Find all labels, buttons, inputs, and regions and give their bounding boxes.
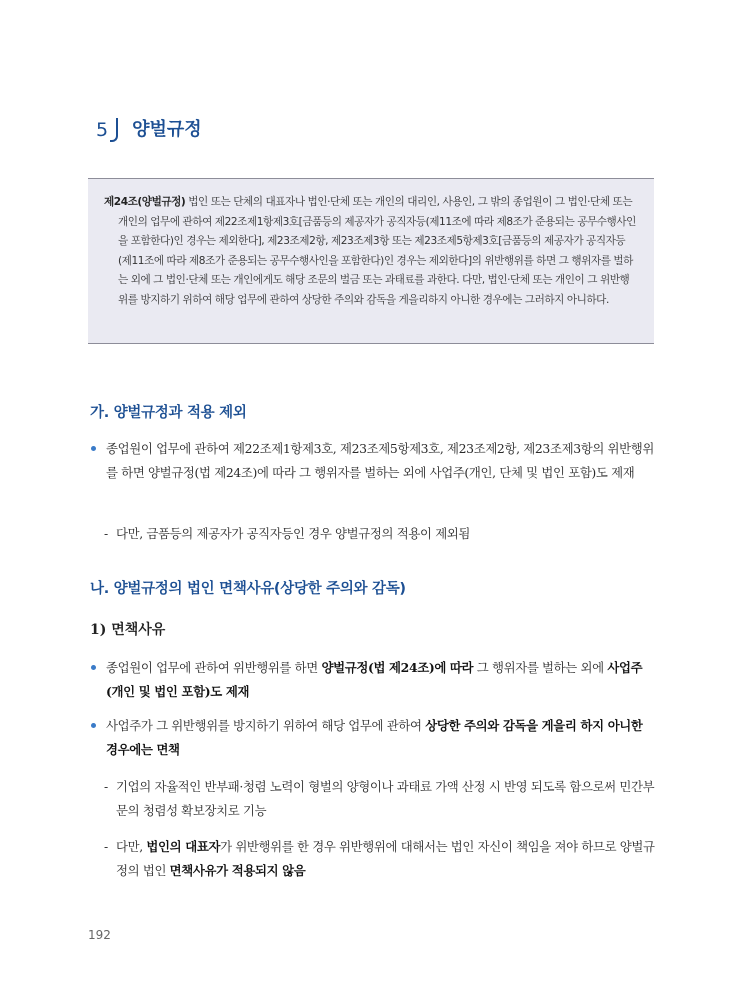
subheading-exemption: 1) 면책사유	[90, 622, 166, 638]
page-number: 192	[88, 928, 111, 942]
dash-icon: -	[104, 779, 108, 794]
list-item: 사업주가 그 위반행위를 방지하기 위하여 해당 업무에 관하여 상당한 주의와 감독을 게을리 하지 아니한 경우에는 면책	[90, 714, 656, 762]
heading-part-b: 나. 양벌규정의 법인 면책사유(상당한 주의와 감독)	[90, 581, 406, 597]
law-article-body: 법인 또는 단체의 대표자나 법인·단체 또는 개인의 대리인, 사용인, 그 밖의 종업원이 그 법인·단체 또는 개인의 업무에 관하여 제22조제1항제3호[금품등의 제공자가 공직자등(제11조에 따라 제8조가 준용되는 공무수행사인을 포함한다)인 경우는 제외한다], 제23조제2항, 제23조제3항 또는 제23조제5항제3호[금품등의 제공자가 공직자등(제11조에 따라 제8조가 준용되는 공무수행사인을 포함한다)인 경우는 제외한다]의 위반행위를 하면 그 행위자를 벌하는 외에 그 법인·단체 또는 개인에게도 해당 조문의 벌금 또는 과태료를 과한다. 다만, 법인·단체 또는 개인이 그 위반행위를 방지하기 위하여 해당 업무에 관하여 상당한 주의와 감독을 게을리하지 아니한 경우에는 그러하지 아니하다.	[118, 196, 636, 306]
law-article-box	[88, 178, 654, 344]
bullet-dot-icon	[91, 446, 96, 451]
list-item: 종업원이 업무에 관하여 위반행위를 하면 양벌규정(법 제24조)에 따라 그 행위자를 벌하는 외에 사업주(개인 및 법인 포함)도 제재	[90, 656, 656, 704]
heading-part-a: 가. 양벌규정과 적용 제외	[90, 405, 247, 421]
bullet-dot-icon	[91, 723, 96, 728]
law-article-title: 제24조(양벌규정)	[104, 196, 186, 208]
list-item: 종업원이 업무에 관하여 제22조제1항제3호, 제23조제5항제3호, 제23조제2항, 제23조제3항의 위반행위를 하면 양벌규정(법 제24조)에 따라 그 행위자를 벌하는 외에 사업주(개인, 단체 및 법인 포함)도 제재	[90, 437, 656, 485]
list-item: - 기업의 자율적인 반부패·청렴 노력이 형벌의 양형이나 과태료 가액 산정 시 반영 되도록 함으로써 민간부문의 청렴성 확보장치로 기능	[104, 775, 656, 823]
section-header	[90, 116, 202, 144]
list-item: - 다만, 법인의 대표자가 위반행위를 한 경우 위반행위에 대해서는 법인 자신이 책임을 져야 하므로 양벌규정의 법인 면책사유가 적용되지 않음	[104, 835, 656, 883]
section-title: 양벌규정	[132, 119, 202, 140]
dash-icon: -	[104, 526, 108, 541]
section-number: 5	[90, 116, 118, 144]
bullet-dot-icon	[91, 665, 96, 670]
dash-icon: -	[104, 839, 108, 854]
list-item: - 다만, 금품등의 제공자가 공직자등인 경우 양벌규정의 적용이 제외됨	[104, 522, 656, 546]
law-article-text	[104, 193, 638, 310]
